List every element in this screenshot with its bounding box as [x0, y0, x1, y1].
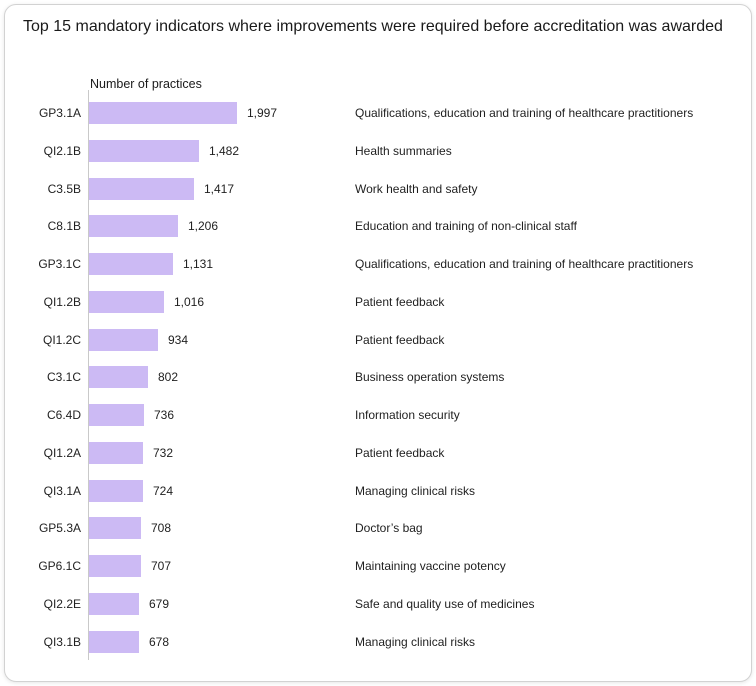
- description-label: Business operation systems: [355, 370, 505, 385]
- value-label: 1,131: [183, 257, 214, 271]
- description-label: Information security: [355, 408, 460, 422]
- bar: [89, 555, 141, 577]
- category-label: C6.4D: [46, 408, 81, 422]
- description-label: Maintaining vaccine potency: [355, 559, 506, 573]
- value-label: 707: [151, 559, 172, 573]
- bar-row: [0, 517, 756, 539]
- bar: [89, 404, 144, 426]
- category-label: GP5.3A: [38, 521, 81, 536]
- value-label: 736: [154, 408, 175, 422]
- value-label: 679: [149, 596, 170, 611]
- category-label: C3.5B: [47, 181, 81, 196]
- description-label: Managing clinical risks: [355, 634, 476, 649]
- bar: [89, 631, 139, 653]
- category-label: QI1.2A: [43, 445, 81, 460]
- bar: [89, 593, 139, 615]
- axis-label: Number of practices: [90, 77, 202, 91]
- chart-title: Top 15 mandatory indicators where improvements were required before accreditation was awarded: [23, 18, 723, 35]
- bar-row: [0, 442, 756, 464]
- bar-row: [0, 366, 756, 388]
- description-label: Qualifications, education and training of healthcare practitioners: [355, 257, 694, 271]
- bar-row: [0, 178, 756, 200]
- category-label: QI3.1A: [43, 483, 81, 498]
- bar-row: [0, 329, 756, 351]
- category-label: QI1.2C: [42, 332, 81, 347]
- category-label: GP3.1A: [38, 106, 81, 120]
- description-label: Patient feedback: [355, 445, 445, 460]
- description-label: Health summaries: [355, 143, 452, 158]
- description-label: Work health and safety: [355, 181, 478, 196]
- bar: [89, 291, 164, 313]
- bar-row: [0, 555, 756, 577]
- bar: [89, 366, 148, 388]
- bar-row: [0, 631, 756, 653]
- bar-row: [0, 404, 756, 426]
- description-label: Patient feedback: [355, 332, 445, 347]
- category-label: C8.1B: [47, 219, 81, 234]
- description-label: Education and training of non-clinical staff: [355, 219, 577, 234]
- value-label: 678: [149, 634, 170, 649]
- value-label: 732: [153, 445, 174, 460]
- bar-row: [0, 140, 756, 162]
- bar-row: [0, 102, 756, 124]
- value-label: 1,206: [188, 219, 219, 234]
- value-label: 802: [158, 370, 179, 385]
- bar-row: [0, 215, 756, 237]
- description-label: Qualifications, education and training of healthcare practitioners: [355, 106, 694, 120]
- bar-row: [0, 253, 756, 275]
- value-label: 1,417: [204, 181, 235, 196]
- value-label: 1,997: [247, 106, 278, 120]
- bar-row: [0, 480, 756, 502]
- bar: [89, 517, 141, 539]
- category-label: GP3.1C: [38, 257, 81, 271]
- bar: [89, 178, 194, 200]
- bar-row: [0, 291, 756, 313]
- category-label: QI2.2E: [43, 596, 81, 611]
- category-label: QI1.2B: [43, 294, 81, 309]
- value-label: 1,016: [174, 294, 205, 309]
- value-label: 708: [151, 521, 172, 536]
- bar: [89, 480, 143, 502]
- bar: [89, 329, 158, 351]
- category-label: QI3.1B: [43, 634, 81, 649]
- description-label: Patient feedback: [355, 294, 445, 309]
- bar: [89, 140, 199, 162]
- description-label: Doctor’s bag: [355, 521, 423, 536]
- bar: [89, 253, 173, 275]
- category-label: C3.1C: [46, 370, 81, 385]
- description-label: Safe and quality use of medicines: [355, 596, 535, 611]
- category-label: QI2.1B: [43, 143, 81, 158]
- bar: [89, 102, 237, 124]
- category-label: GP6.1C: [38, 559, 81, 573]
- value-label: 1,482: [209, 143, 240, 158]
- value-label: 934: [168, 332, 189, 347]
- description-label: Managing clinical risks: [355, 483, 476, 498]
- value-label: 724: [153, 483, 174, 498]
- bar: [89, 215, 178, 237]
- bar-row: [0, 593, 756, 615]
- bar: [89, 442, 143, 464]
